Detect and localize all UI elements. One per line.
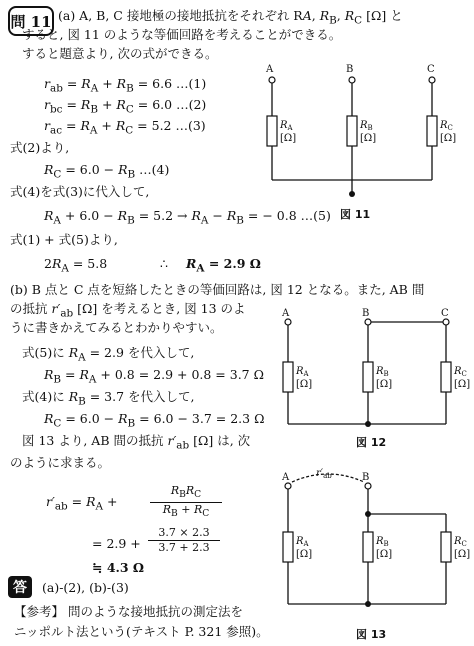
svg-text:[Ω]: [Ω]	[440, 133, 457, 144]
fig11-node-C	[429, 77, 435, 83]
svg-text:[Ω]: [Ω]	[296, 379, 313, 390]
fig11-label-A: A	[266, 64, 274, 75]
fig12-ground-node	[365, 421, 371, 427]
intro-line-2: すると, 図 11 のような等価回路を考えることができる。	[22, 27, 342, 42]
answer-text: (a)-(2), (b)-(3)	[42, 580, 129, 595]
calc-fraction-1: $R_BR_C$ $R_B + R_C$	[150, 484, 222, 521]
note-line-1: 【参考】 問のような接地抵抗の測定法を	[14, 604, 243, 619]
part-b-line-1: (b) B 点と C 点を短絡したときの等価回路は, 図 12 となる。また, AB 間	[10, 282, 425, 297]
svg-text:[Ω]: [Ω]	[280, 133, 297, 144]
svg-text:[Ω]: [Ω]	[454, 549, 471, 560]
fig11-label-C: C	[427, 64, 435, 75]
fig13-res-label-A: $R_A$	[296, 536, 309, 548]
fig13-junction-bottom	[365, 601, 371, 607]
fig13-node-B	[365, 483, 371, 489]
fig12-resistor-C	[441, 362, 451, 392]
result-RB: $R_B = R_A + 0.8 = 2.9 + 0.8 = 3.7$ Ω	[44, 367, 264, 386]
fig11-resistor-A	[267, 116, 277, 146]
fig11-res-label-C: $R_C$	[440, 120, 453, 132]
fig11-res-label-B: $R_B$	[360, 120, 373, 132]
fig13-resistor-A	[283, 532, 293, 562]
part-b-line-8: 図 13 より, AB 間の抵抗 $r'_{ab}$ [Ω] は, 次	[22, 433, 251, 452]
fig13-label-A: A	[282, 472, 290, 483]
step-3-text: 式(1) + 式(5)より,	[10, 232, 118, 247]
svg-text:[Ω]: [Ω]	[376, 549, 393, 560]
fig13-res-label-C: $R_C$	[454, 536, 467, 548]
calc-line-1-lhs: $r'_{ab} = R_A$ +	[46, 494, 118, 513]
svg-text:[Ω]: [Ω]	[360, 133, 377, 144]
result-RA: $R_A = 2.9$ Ω	[186, 256, 261, 275]
equation-4: $R_C = 6.0 - R_B$ …(4)	[44, 162, 170, 181]
calc-fraction-2: $\frac{3.7 \times 2.3}{3.7 + 2.3}$	[148, 526, 220, 555]
fig13-resistor-C	[441, 532, 451, 562]
equation-2: $r_{bc} = R_B + R_C = 6.0$ …(2)	[44, 97, 207, 116]
fig12-node-B	[365, 319, 371, 325]
fig12-resistor-A	[283, 362, 293, 392]
equation-6-left: $2R_A = 5.8$	[44, 256, 108, 275]
intro-line-3: すると題意より, 次の式ができる。	[22, 46, 218, 61]
fig12-resistor-B	[363, 362, 373, 392]
svg-text:[Ω]: [Ω]	[454, 379, 471, 390]
part-b-line-4: 式(5)に $R_A = 2.9$ を代入して,	[22, 345, 195, 364]
fig11-node-A	[269, 77, 275, 83]
fig13-node-A	[285, 483, 291, 489]
fig11-resistor-C	[427, 116, 437, 146]
problem-number-badge: 問 11	[8, 6, 54, 36]
fig12-node-C	[443, 319, 449, 325]
fig12-res-label-A: $R_A$	[296, 366, 309, 378]
fig13-arc-label: $r'_{ab}$	[316, 468, 332, 480]
fig13-junction-top	[365, 511, 371, 517]
equation-5: $R_A + 6.0 - R_B = 5.2 \to R_A - R_B$ = − 0.8 …(5)	[44, 208, 331, 227]
figure-12-label: 図 12	[356, 436, 387, 449]
svg-text:[Ω]: [Ω]	[376, 379, 393, 390]
step-2-text: 式(4)を式(3)に代入して,	[10, 184, 150, 199]
result-RC: $R_C = 6.0 - R_B = 6.0 - 3.7 = 2.3$ Ω	[44, 411, 265, 430]
fig12-res-label-C: $R_C$	[454, 366, 467, 378]
fig11-label-B: B	[346, 64, 354, 75]
calc-line-2-lhs: = 2.9 +	[92, 536, 141, 551]
therefore-symbol: ∴	[160, 256, 168, 271]
part-b-line-9: のように求まる。	[10, 455, 111, 470]
figure-13-label: 図 13	[356, 628, 387, 641]
svg-text:[Ω]: [Ω]	[296, 549, 313, 560]
fig12-node-A	[285, 319, 291, 325]
intro-line-1: (a) A, B, C 接地極の接地抵抗をそれぞれ RA, $R_B$, $R_C$ [Ω] と	[58, 8, 403, 27]
part-b-line-2: の抵抗 $r'_{ab}$ [Ω] を考えるとき, 図 13 のよ	[10, 301, 246, 320]
fig12-label-B: B	[362, 308, 370, 319]
fig11-node-B	[349, 77, 355, 83]
equation-3: $r_{ac} = R_A + R_C = 5.2$ …(3)	[44, 118, 206, 137]
part-b-line-3: うに書きかえてみるとわかりやすい。	[10, 320, 223, 335]
calc-result: ≒ 4.3 Ω	[92, 560, 145, 575]
fig12-res-label-B: $R_B$	[376, 366, 389, 378]
fig12-label-C: C	[441, 308, 449, 319]
fig13-label-B: B	[362, 472, 370, 483]
equation-1: $r_{ab} = R_A + R_B = 6.6$ …(1)	[44, 76, 207, 95]
note-line-2: ニッポルト法という(テキスト P. 321 参照)。	[14, 624, 269, 639]
figure-11-label: 図 11	[340, 208, 371, 221]
step-1-text: 式(2)より,	[10, 140, 70, 155]
fig11-res-label-A: $R_A$	[280, 120, 293, 132]
fig12-label-A: A	[282, 308, 290, 319]
answer-badge: 答	[8, 576, 32, 598]
fig11-ground-node	[349, 191, 355, 197]
part-b-line-6: 式(4)に $R_B = 3.7$ を代入して,	[22, 389, 195, 408]
fig11-resistor-B	[347, 116, 357, 146]
fig13-res-label-B: $R_B$	[376, 536, 389, 548]
fig13-resistor-B	[363, 532, 373, 562]
